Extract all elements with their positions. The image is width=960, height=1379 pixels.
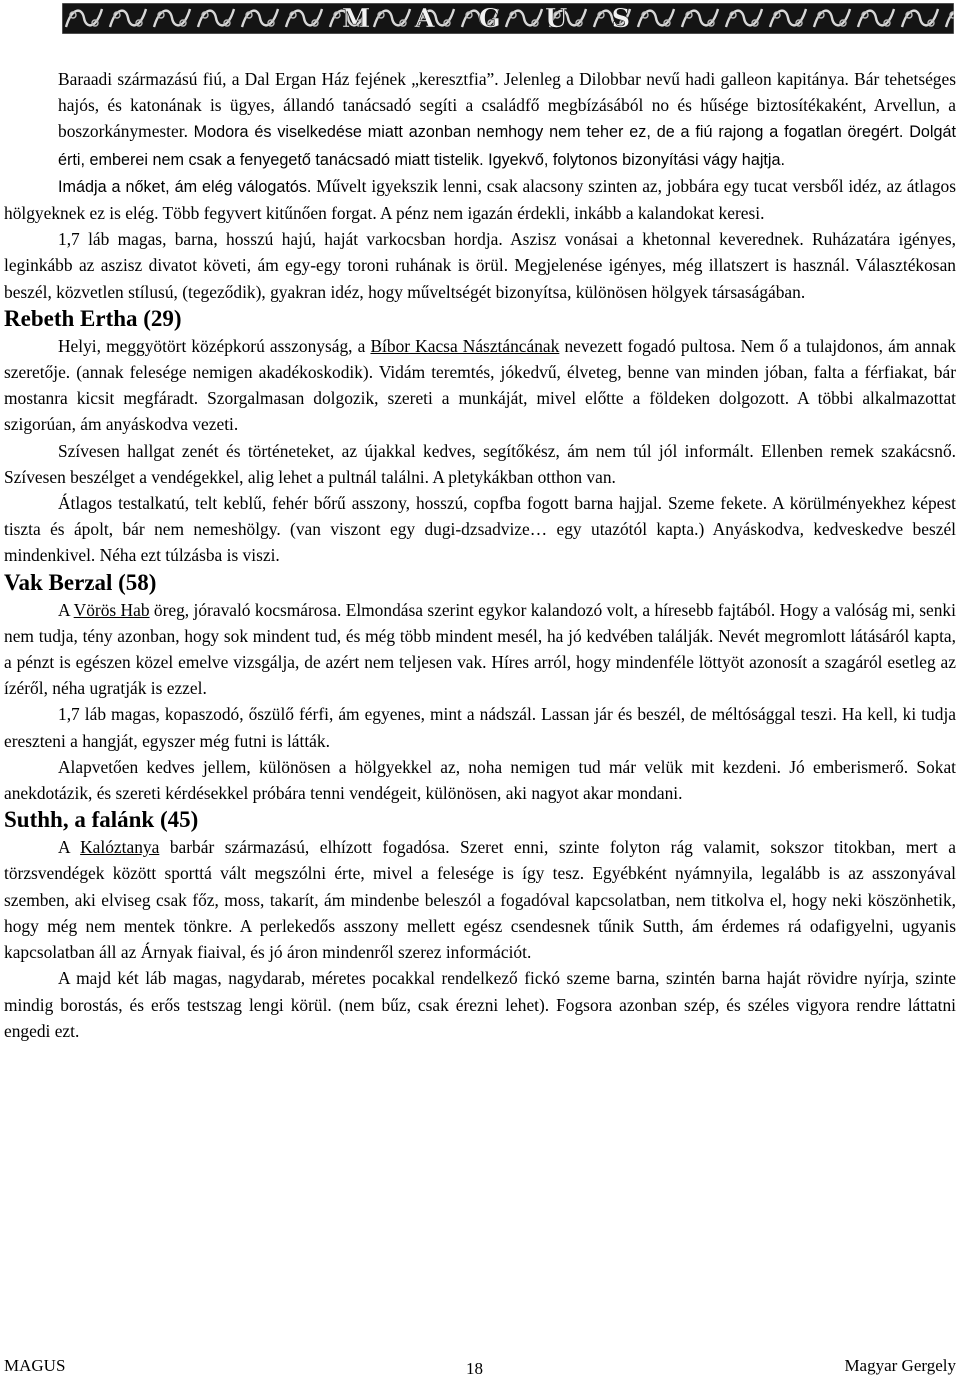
intro-paragraph-1: Baraadi származású fiú, a Dal Ergan Ház fejének „keresztfia”. Jelenleg a Dilobbar nevű hadi galleon kapitánya. Bár tehetséges hajós, és katonának is ügyes, állandó tanácsadó segíti a családfő megbízásából no és hűsége biztosítékaként, Arvellun, a boszorkánymester. Modora és viselkedése miatt azonban nemhogy nem teher ez, de a fiú rajong a fogatlan öregért. Dolgát érti, emberei nem csak a fenyegető tanácsadó miatt tistelik. Igyekvő, folytonos bizonyítási vágy hajtja.	[58, 69, 956, 169]
suthh-paragraph-2: A majd két láb magas, nagydarab, méretes pocakkal rendelkező fickó szeme barna, szintén barna haját rövidre nyírja, szinte mindig borostás, és erős testszag lengi körül. (nem bűz, csak érezni lehet). Fogsora azonban szép, és széles vigyora rendre láttatni engedi ezt.	[4, 968, 956, 1041]
link-voros-hab[interactable]: Vörös Hab	[73, 599, 150, 620]
suthh-paragraph-1: A Kalóztanya barbár származású, elhízott fogadósa. Szeret enni, szinte folyton rág valamit, sokszor titokban, mert a törzsvendégek között sporttá vált megszólni érte, mivel a felesége is így tesz. Egyébként nyámnyila, legalább is az asszonyával szemben, aki elviseg csak főz, moss, takarít, ám mindenbe beleszól a fogadóval kapcsolatban, nem titkolva el, hogy neki köszönhetik, hogy még nem mentek tönkre. A perlekedős asszony mellett egész csendesnek tűnik Sutth, ám érdemes rá odafigyelni, ugyanis kapcsolatban áll az Árnyak fiaival, és jó áron mindenről szerez információt.	[4, 837, 956, 963]
header-banner	[62, 3, 954, 34]
banner-title: MAGUS	[341, 4, 675, 34]
footer-author: Magyar Gergely	[844, 1356, 956, 1375]
footer-title: MAGUS	[4, 1356, 66, 1375]
rebeth-paragraph-1: Helyi, meggyötört középkorú asszonyság, a Bíbor Kacsa Násztáncának nevezett fogadó pultosa. Nem ő a tulajdonos, ám annak szeretője. (annak felesége nemigen akadékoskodik). Vidám teremtés, jókedvű, élveteg, benne van minden jóban, falta a férfiakat, bár mostanra kicsit megfáradt. Szorgalmasan dolgozik, szereti a munkáját, mivel előtte a földeken dolgozott. A többi alkalmazottat szigorúan, ám anyáskodva vezeti.	[4, 335, 956, 435]
rebeth-paragraph-3: Átlagos testalkatú, telt keblű, fehér bőrű asszony, hosszú, copfba fogott barna hajjal. Szeme fekete. A körülményekhez képest tiszta és ápolt, bár nem nemeshölgy. (van viszont egy dugi-dzsadvize… egy utazótól kapta.) Anyáskodva, kedveskedve beszél mindenkivel. Néha ezt túlzásba is viszi.	[4, 493, 956, 566]
link-bibor-kacsa[interactable]: Bíbor Kacsa Násztáncának	[370, 335, 560, 356]
intro-paragraph-3: 1,7 láb magas, barna, hosszú hajú, haját varkocsban hordja. Aszisz vonásai a khetonnal keverednek. Ruházatára igényes, leginkább az aszisz divatot követi, ám egy-egy toroni ruhának is örül. Megjelenése igényes, még illatszert is használ. Választékosan beszél, közvetlen stílusú, (tegeződik), gyakran idéz, hogy műveltségét bizonyítsa, különösen hölgyek társaságában.	[4, 229, 956, 302]
page-number: 18	[466, 1359, 483, 1378]
page-footer	[4, 1352, 956, 1376]
berzal-paragraph-2: 1,7 láb magas, kopaszodó, őszülő férfi, ám egyenes, mint a nádszál. Lassan jár és beszél, de méltósággal teszi. Ha kell, ki tudja ereszteni a hangját, egyszer még futni is látták.	[4, 704, 956, 751]
intro-sans-text: Modora és viselkedése miatt azonban nemhogy nem teher ez, de a fiú rajong a fogatlan öregért. Dolgát érti, emberei nem csak a fenyegető tanácsadó miatt tistelik. Igyekvő, folytonos bizonyítási vágy hajtja.	[58, 123, 956, 169]
berzal-paragraph-3: Alapvetően kedves jellem, különösen a hölgyekkel az, noha nemigen tud már velük mit kezdeni. Jó emberismerő. Sokat anekdotázik, és szereti kérdésekkel próbára tenni vendégeit, különösen, aki nagyot akar mondani.	[4, 756, 956, 804]
link-kaloztanya[interactable]: Kalóztanya	[80, 837, 160, 858]
intro-paragraph-2: Imádja a nőket, ám elég válogatós. Művelt igyekszik lenni, csak alacsony szinten az, jobbára egy tucat versből idéz, az átlagos hölgyeknek ez is elég. Több fegyvert kitűnően forgat. A pénz nem igazán érdekli, inkább a kalandokat keresi.	[4, 175, 956, 224]
page-content	[4, 66, 956, 1044]
banner-pattern	[62, 3, 954, 34]
heading-rebeth-ertha: Rebeth Ertha (29)	[4, 305, 182, 331]
heading-vak-berzal: Vak Berzal (58)	[4, 569, 157, 595]
rebeth-paragraph-2: Szívesen hallgat zenét és történeteket, az újakkal kedves, segítőkész, ám nem túl jól informált. Ellenben remek szakácsnő. Szívesen beszélget a vendégekkel, alig lehet a pultnál találni. A pletykákban otthon van.	[4, 440, 956, 487]
berzal-paragraph-1: A Vörös Hab öreg, jóravaló kocsmárosa. Elmondása szerint egykor kalandozó volt, a híresebb fajtából. Hogy a valóság mi, senki nem tudja, tény azonban, hogy sok mindent tud, és még több mindent mesél, ha jó kedvében találják. Nevét megromlott látásáról kapta, a pénzt is egészen közel emelve vizsgálja, de azért nem teljesen vak. Híres arról, hogy mindenféle löttyöt azonosít a szagáról esetleg az ízéről, néha ugratják is ezzel.	[4, 599, 956, 699]
heading-suthh: Suthh, a falánk (45)	[4, 807, 199, 833]
